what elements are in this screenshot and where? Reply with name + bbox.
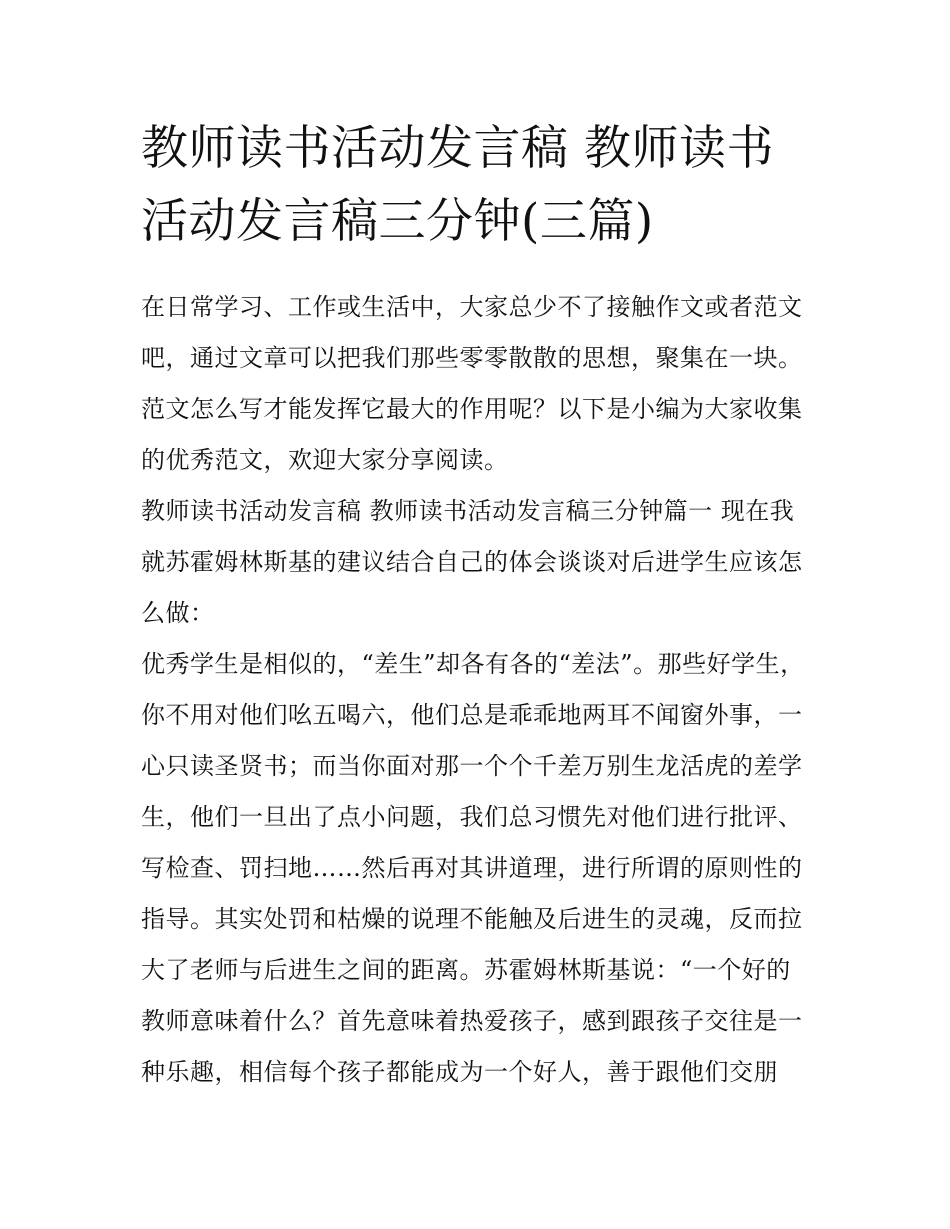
paragraph-students: 优秀学生是相似的，“差生”却各有各的“差法”。那些好学生，你不用对他们吆五喝六，他们总是乖乖地两耳不闻窗外事，一心只读圣贤书；而当你面对那一个个千差万别生龙活虎的差学生，他们一旦出了点小问题，我们总习惯先对他们进行批评、写检查、罚扫地……然后再对其讲道理，进行所谓的原则性的指导。其实处罚和枯燥的说理不能触及后进生的灵魂，反而拉大了老师与后进生之间的距离。苏霍姆林斯基说：“一个好的教师意味着什么？首先意味着热爱孩子，感到跟孩子交往是一种乐趣，相信每个孩子都能成为一个好人，善于跟他们交朋	[141, 650, 805, 1086]
paragraph-section-one: 教师读书活动发言稿 教师读书活动发言稿三分钟篇一 现在我就苏霍姆林斯基的建议结合自己的体会谈谈对后进学生应该怎么做：	[141, 497, 803, 627]
document-body	[141, 282, 813, 1098]
document-page	[141, 112, 813, 1098]
document-title: 教师读书活动发言稿 教师读书 活动发言稿三分钟(三篇)	[141, 121, 774, 249]
paragraph-intro: 在日常学习、工作或生活中，大家总少不了接触作文或者范文吧，通过文章可以把我们那些零零散散的思想，聚集在一块。范文怎么写才能发挥它最大的作用呢？以下是小编为大家收集的优秀范文，欢迎大家分享阅读。	[141, 293, 803, 474]
